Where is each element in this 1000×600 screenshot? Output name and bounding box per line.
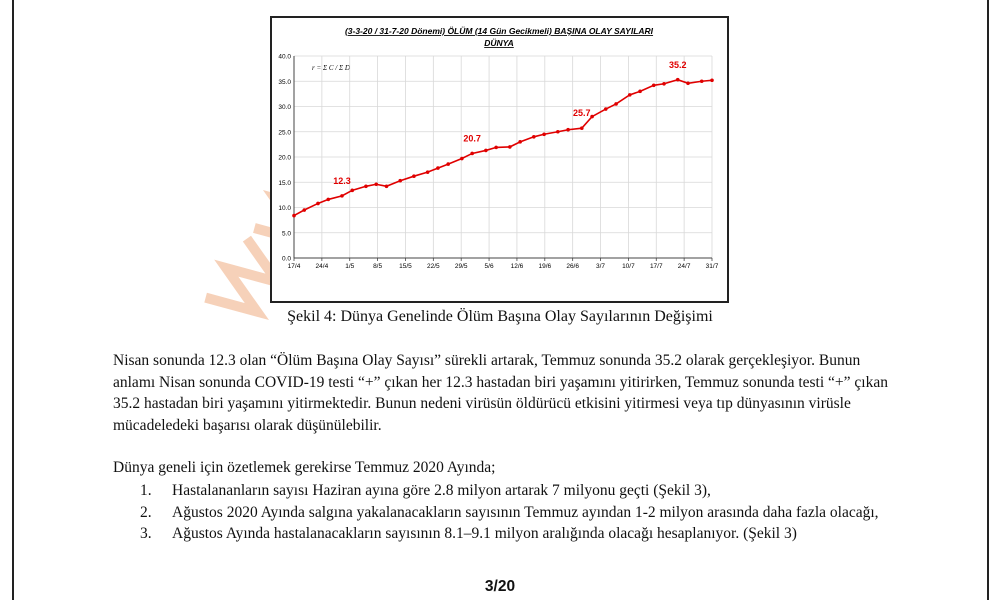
y-tick-label: 30.0 xyxy=(278,104,291,111)
x-tick-label: 24/4 xyxy=(315,263,329,270)
data-point xyxy=(340,194,344,198)
page-number: 3/20 xyxy=(484,578,516,595)
line-chart xyxy=(272,18,727,301)
data-point xyxy=(446,162,450,166)
x-tick-label: 8/5 xyxy=(373,263,383,270)
data-point xyxy=(364,184,368,188)
x-tick-label: 5/6 xyxy=(484,263,494,270)
data-point xyxy=(292,214,296,218)
data-point xyxy=(518,140,522,144)
chart-formula: r = Σ C / Σ D xyxy=(312,64,350,72)
x-tick-label: 24/7 xyxy=(677,263,691,270)
x-tick-label: 12/6 xyxy=(510,263,524,270)
y-tick-label: 5.0 xyxy=(281,230,291,238)
y-tick-label: 0.0 xyxy=(281,255,291,263)
x-tick-label: 1/5 xyxy=(345,263,355,270)
list-number: 3. xyxy=(140,525,152,542)
page-border-right xyxy=(987,0,989,600)
chart-frame xyxy=(270,16,729,303)
list-text: Ağustos 2020 Ayında salgına yakalanacakların sayısının Temmuz ayından 1-2 milyon arasında daha fazla olacağı, xyxy=(172,503,879,521)
page-border-left xyxy=(12,0,14,600)
data-point xyxy=(556,130,560,134)
list-text: Ağustos Ayında hastalanacakların sayısının 8.1–9.1 milyon aralığında olacağı hesaplanıyor. (Şekil 3) xyxy=(172,525,797,542)
data-point xyxy=(566,128,570,132)
list-text: Hastalananların sayısı Haziran ayına göre 2.8 milyon artarak 7 milyonu geçti (Şekil 3), xyxy=(172,482,711,499)
data-point xyxy=(580,126,584,130)
data-point xyxy=(350,189,354,193)
paragraph-2: Dünya geneli için özetlemek gerekirse Temmuz 2020 Ayında; xyxy=(113,459,496,476)
x-tick-label: 29/5 xyxy=(454,263,468,270)
data-point xyxy=(628,93,632,97)
list-number: 2. xyxy=(140,503,152,521)
data-point xyxy=(604,107,608,111)
list-number: 1. xyxy=(140,482,152,499)
data-label: 25.7 xyxy=(573,108,591,119)
data-point xyxy=(412,174,416,178)
data-point xyxy=(374,182,378,186)
x-tick-label: 17/4 xyxy=(287,263,301,270)
series-line xyxy=(294,80,712,216)
y-tick-label: 25.0 xyxy=(278,129,291,137)
data-point xyxy=(436,166,440,170)
x-tick-label: 26/6 xyxy=(566,263,579,270)
x-tick-label: 31/7 xyxy=(705,263,719,270)
y-tick-label: 20.0 xyxy=(278,154,291,162)
list-item xyxy=(140,523,900,545)
data-point xyxy=(638,90,642,94)
data-point xyxy=(676,78,680,82)
y-tick-label: 40.0 xyxy=(278,53,291,61)
x-tick-label: 15/5 xyxy=(399,263,412,270)
data-point xyxy=(316,202,320,206)
x-tick-label: 22/5 xyxy=(427,263,440,270)
data-point xyxy=(460,157,464,161)
data-label: 20.7 xyxy=(463,133,481,144)
data-point xyxy=(385,184,389,188)
y-tick-label: 10.0 xyxy=(278,205,291,212)
data-point xyxy=(700,79,704,83)
data-point xyxy=(426,170,430,174)
data-label: 12.3 xyxy=(333,175,351,186)
data-point xyxy=(614,102,618,106)
list-item xyxy=(140,480,900,502)
data-point xyxy=(326,198,330,202)
paragraph-1: Nisan sonunda 12.3 olan “Ölüm Başına Olay Sayısı” sürekli artarak, Temmuz sonunda 35.2 olarak gerçekleşiyor. Bunun anlamı Nisan sonunda COVID-19 testi “+” çıkan her 12.3 hastadan biri yaşamını yitirirken, Temmuz sonunda testi “+” çıkan 35.2 hastadan biri yaşamını yitirmektedir. Bunun nedeni virüsün öldürücü etkisini yitirmesi veya tıp dünyasının virüsle mücadeledeki başarısı olarak düşünülebilir. xyxy=(113,352,888,434)
x-tick-label: 10/7 xyxy=(622,263,635,270)
data-point xyxy=(662,82,666,86)
data-point xyxy=(494,146,498,150)
y-tick-label: 35.0 xyxy=(278,78,291,86)
chart-title-line2: DÜNYA xyxy=(484,38,514,48)
x-tick-label: 17/7 xyxy=(649,263,663,270)
data-point xyxy=(542,132,546,136)
data-point xyxy=(508,145,512,149)
data-point xyxy=(484,149,488,153)
data-point xyxy=(710,78,714,82)
y-tick-label: 15.0 xyxy=(278,179,291,187)
x-tick-label: 3/7 xyxy=(596,263,606,270)
chart-title-line1: (3-3-20 / 31-7-20 Dönemi) ÖLÜM (14 Gün Gecikmeli) BAŞINA OLAY SAYILARI xyxy=(344,26,654,36)
data-point xyxy=(532,135,536,139)
data-point xyxy=(470,152,474,156)
x-tick-label: 19/6 xyxy=(538,263,552,270)
data-point xyxy=(590,115,594,119)
data-point xyxy=(302,208,306,212)
data-point xyxy=(652,83,656,87)
figure-caption: Şekil 4: Dünya Genelinde Ölüm Başına Olay Sayılarının Değişimi xyxy=(287,308,713,325)
summary-list xyxy=(140,480,900,545)
data-point xyxy=(686,81,690,85)
data-label: 35.2 xyxy=(668,60,687,71)
list-item xyxy=(140,502,900,524)
data-point xyxy=(398,179,402,183)
